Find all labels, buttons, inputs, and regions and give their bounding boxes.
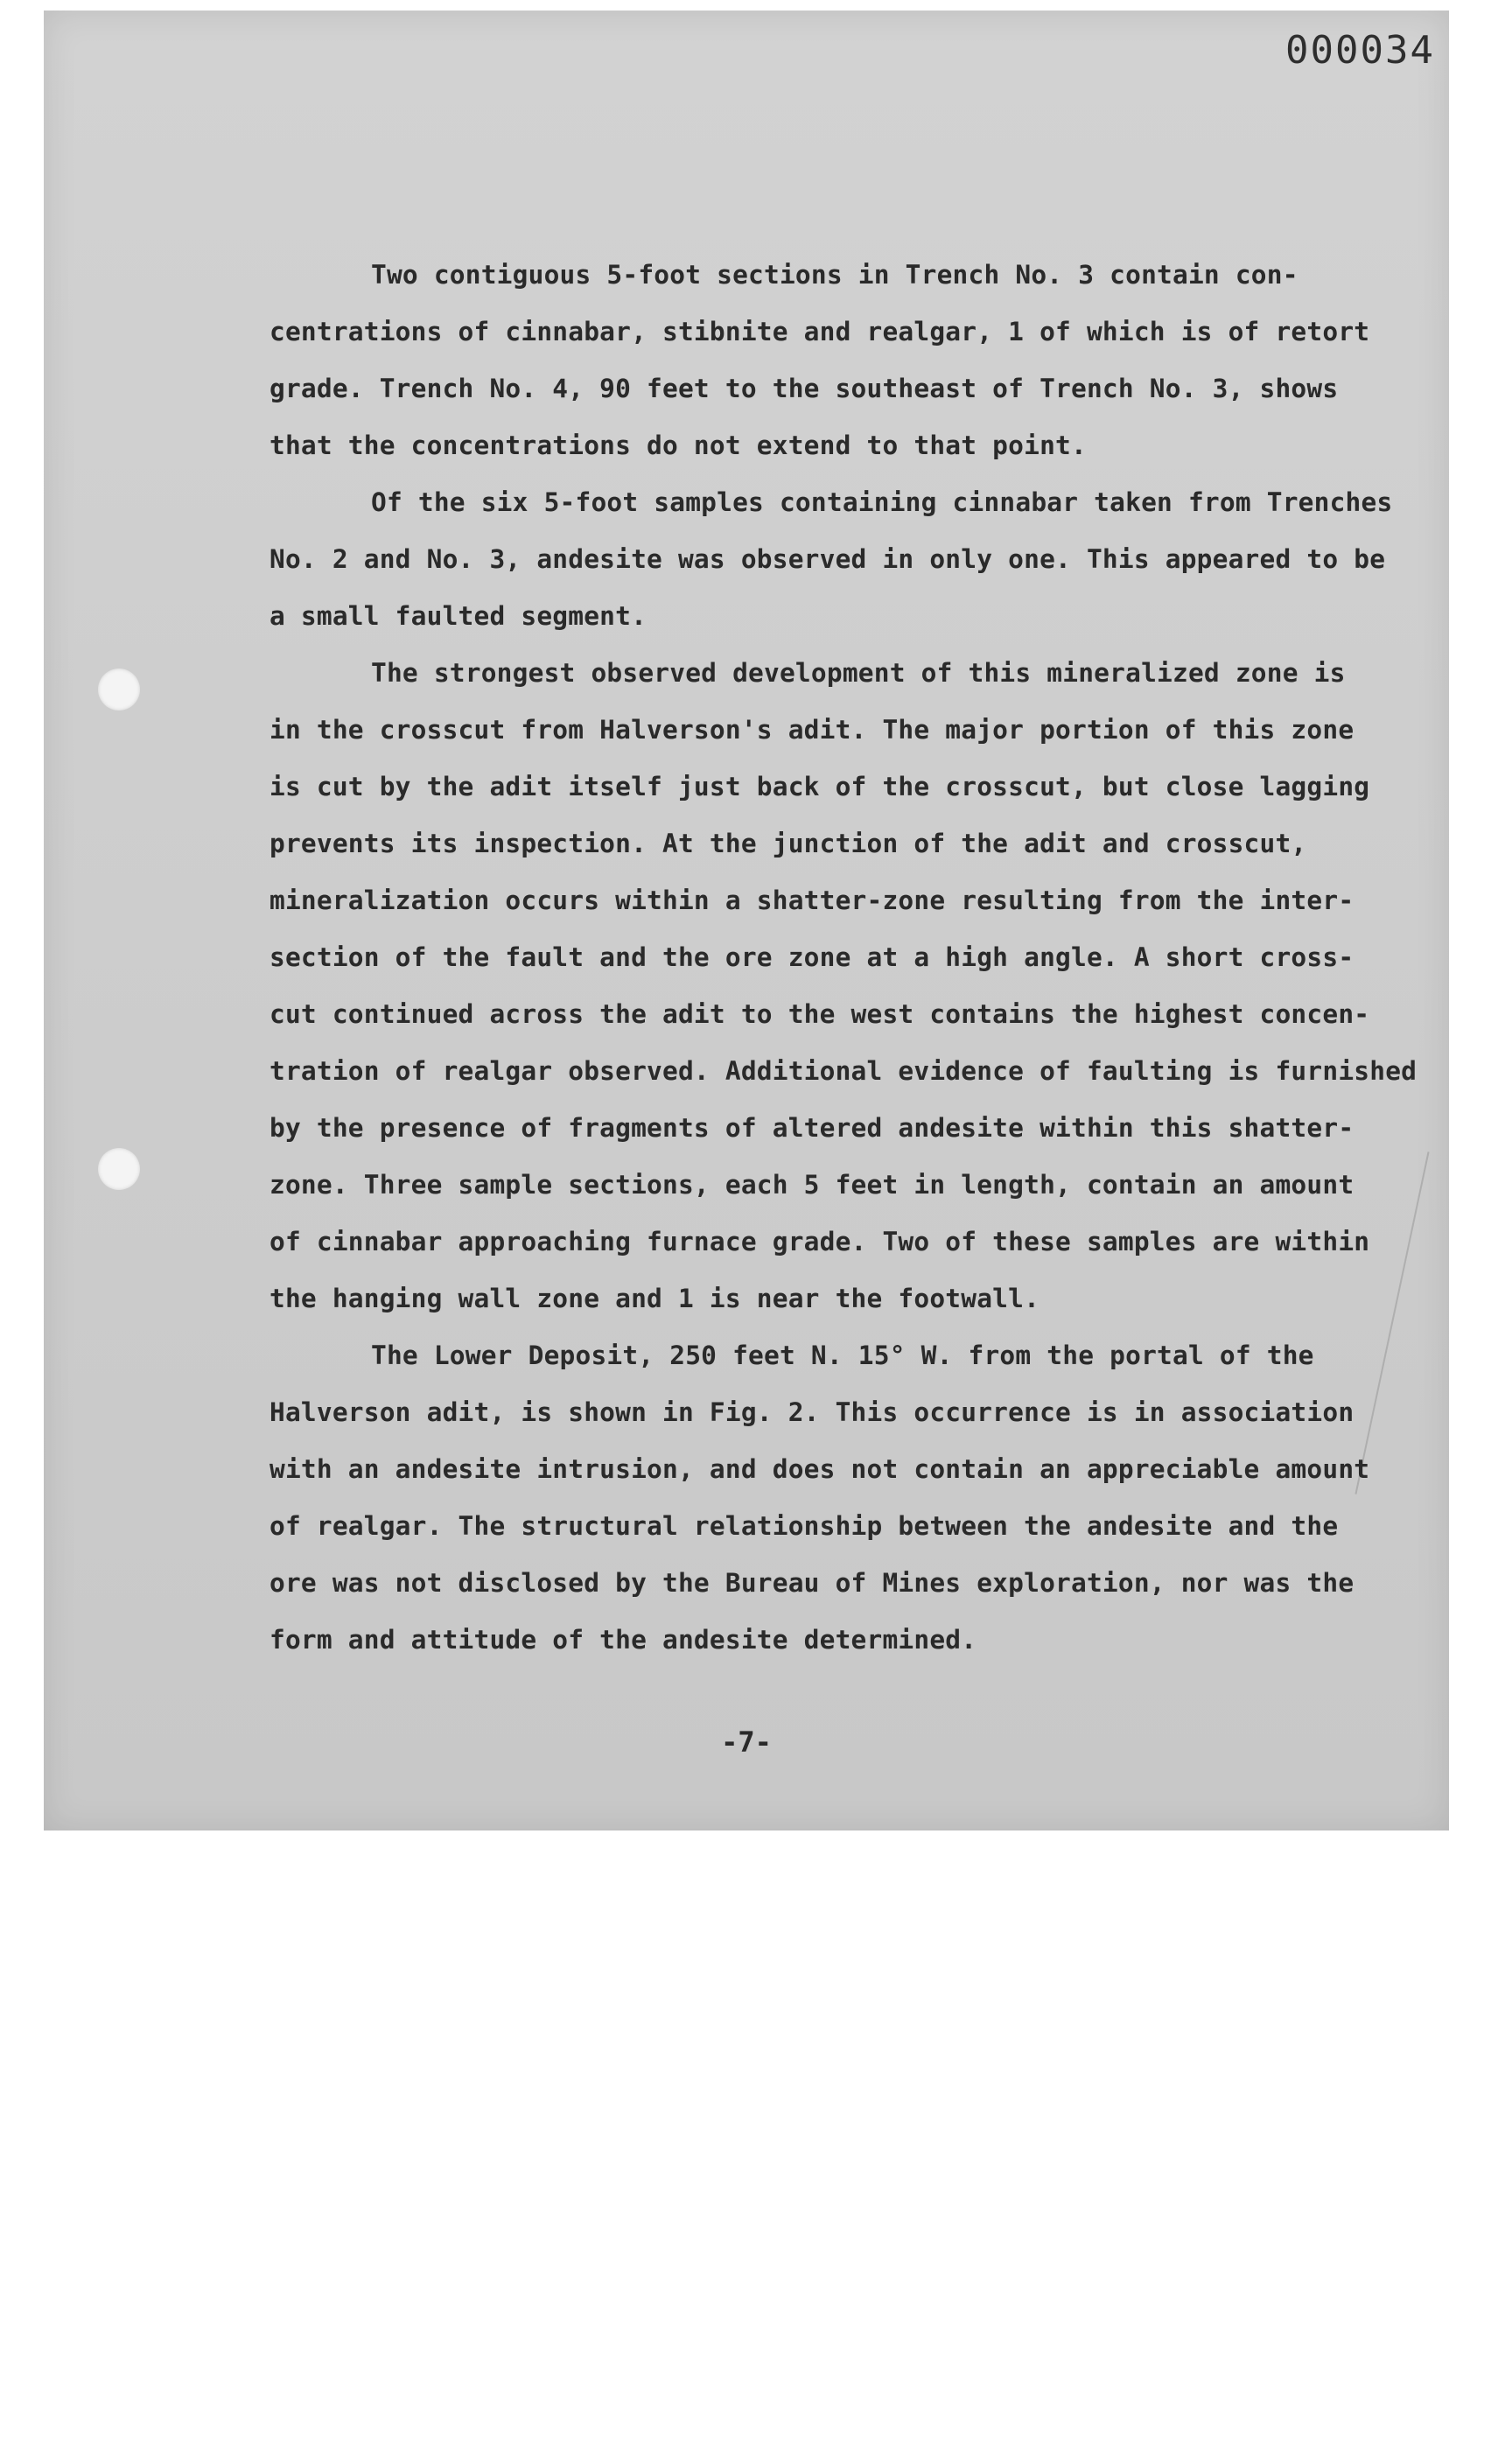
text-line: No. 2 and No. 3, andesite was observed in only one. This appeared to be [270,544,1386,574]
text-line: section of the fault and the ore zone at a high angle. A short cross- [270,942,1354,972]
text-line: The strongest observed development of this mineralized zone is [371,658,1346,688]
text-line: with an andesite intrusion, and does not contain an appreciable amount [270,1454,1370,1484]
text-line: mineralization occurs within a shatter-zone resulting from the inter- [270,886,1354,915]
text-line: is cut by the adit itself just back of the crosscut, but close lagging [270,772,1370,802]
text-line: of cinnabar approaching furnace grade. Two of these samples are within [270,1227,1370,1256]
text-line: cut continued across the adit to the west contains the highest concen- [270,999,1370,1029]
document-stamp-number: 000034 [1285,28,1435,73]
text-line: The Lower Deposit, 250 feet N. 15° W. from the portal of the [371,1340,1314,1370]
text-line: form and attitude of the andesite determined. [270,1625,977,1655]
punch-hole-top [98,668,140,710]
page-number: -7- [721,1726,772,1759]
punch-hole-bottom [98,1148,140,1190]
text-line: that the concentrations do not extend to that point. [270,430,1087,460]
text-line: Two contiguous 5-foot sections in Trench No. 3 contain con- [371,260,1298,290]
text-line: by the presence of fragments of altered andesite within this shatter- [270,1113,1354,1143]
text-line: tration of realgar observed. Additional evidence of faulting is furnished [270,1056,1418,1086]
text-line: the hanging wall zone and 1 is near the footwall. [270,1284,1040,1313]
text-line: a small faulted segment. [270,601,648,631]
body-text [270,247,1424,1669]
text-line: in the crosscut from Halverson's adit. The major portion of this zone [270,715,1354,745]
text-line: grade. Trench No. 4, 90 feet to the southeast of Trench No. 3, shows [270,374,1339,403]
text-line: centrations of cinnabar, stibnite and realgar, 1 of which is of retort [270,317,1370,346]
text-line: of realgar. The structural relationship between the andesite and the [270,1511,1339,1541]
text-line: Halverson adit, is shown in Fig. 2. This occurrence is in association [270,1397,1354,1427]
text-line: ore was not disclosed by the Bureau of Mines exploration, nor was the [270,1568,1354,1598]
scanned-page [44,10,1449,1830]
text-line: Of the six 5-foot samples containing cinnabar taken from Trenches [371,487,1393,517]
text-line: zone. Three sample sections, each 5 feet in length, contain an amount [270,1170,1354,1200]
text-line: prevents its inspection. At the junction of the adit and crosscut, [270,829,1307,858]
